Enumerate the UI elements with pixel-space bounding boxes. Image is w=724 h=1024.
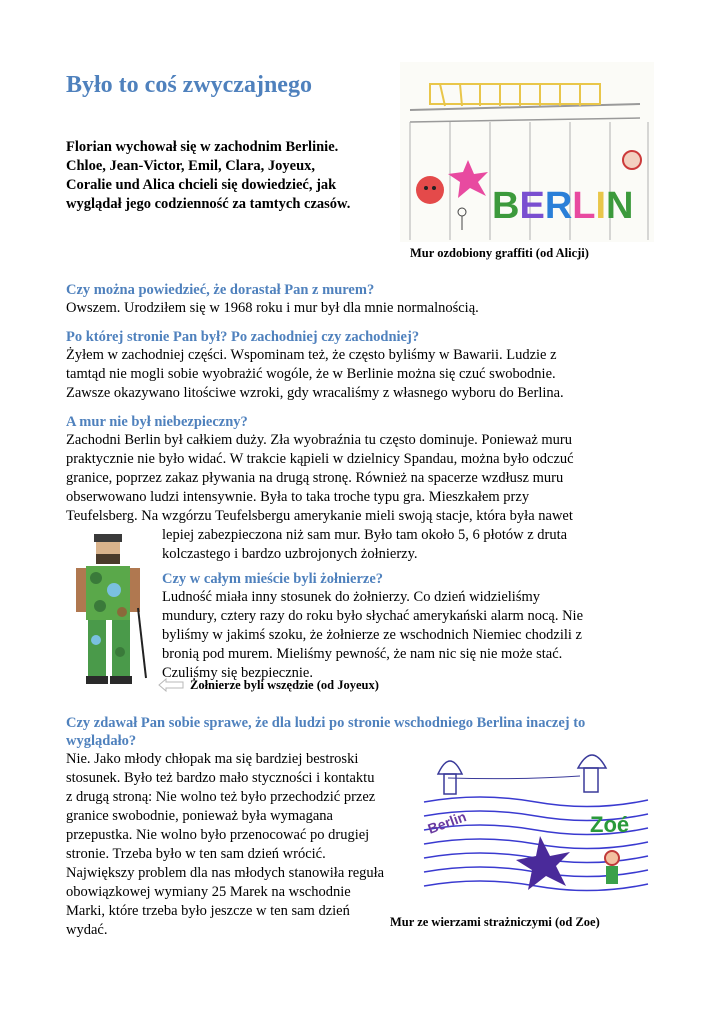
answer-line: Czuliśmy się bezpiecznie. [162, 665, 313, 681]
answer-line: praktycznie nie było widać. W trakcie kąpieli w dzielnicy Spandau, można było odczuć [66, 451, 574, 467]
answer-line: Żyłem w zachodniej części. Wspominam też, że często byliśmy w Bawarii. Ludzie z [66, 347, 557, 363]
wall-word-left: Berlin [425, 808, 469, 837]
answer-line: stronie. Trzeba było w ten sam dzień wrócić. [66, 846, 326, 862]
answer-line: z drugą stroną: Nie wolno też było przechodzić przez [66, 789, 376, 805]
answer-line: Teufelsberg. Na wzgórzu Teufelsbergu amerykanie mieli swoją stacje, która była nawet [66, 508, 573, 524]
answer-3-indented [162, 526, 567, 564]
answer-line: obowiązkowej wymiany 25 Marek na wschodnie [66, 884, 351, 900]
answer-line: Zachodni Berlin był całkiem duży. Zła wyobraźnia tu często dominuje. Ponieważ muru [66, 432, 573, 448]
answer-line: Owszem. Urodziłem się w 1968 roku i mur był dla mnie normalnością. [66, 300, 479, 316]
answer-line: Największy problem dla nas młodych stanowiła reguła [66, 865, 385, 881]
wall-word-right: Zoé [590, 812, 630, 837]
answer-line: bronią pod murem. Mieliśmy pewność, że nam nic się nie może stać. [162, 646, 563, 662]
question-2: Po której stronie Pan był? Po zachodniej czy zachodniej? [66, 329, 420, 345]
answer-line: Nie. Jako młody chłopak ma się bardziej bestroski [66, 751, 359, 767]
answer-1 [66, 299, 479, 318]
answer-line: Zawsze okazywano litościwe wzroki, gdy wracaliśmy z własnego wyboru do Berlina. [66, 385, 564, 401]
answer-line: stosunek. Było też bardzo mało styczności i kontaktu [66, 770, 375, 786]
intro-line: Coralie und Alica chcieli się dowiedzieć, jak [66, 177, 337, 193]
intro-line: Florian wychował się w zachodnim Berlinie. [66, 139, 339, 155]
answer-3 [66, 431, 574, 526]
intro-paragraph [66, 138, 386, 214]
question-1: Czy można powiedzieć, że dorastał Pan z murem? [66, 282, 375, 298]
answer-2 [66, 346, 564, 403]
question-4: Czy w całym mieście byli żołnierze? [162, 571, 384, 587]
berlin-drawing-caption: Mur ozdobiony graffiti (od Alicji) [410, 246, 589, 260]
answer-line: tamtąd nie mogli sobie wyobrażić wogóle, że w Berlinie można się czuć swobodnie. [66, 366, 556, 382]
answer-line: wydać. [66, 922, 108, 938]
intro-line: wyglądał jego codzienność za tamtych czasów. [66, 196, 351, 212]
question-5-line2: wyglądało? [66, 733, 137, 749]
page-title: Było to coś zwyczajnego [66, 72, 312, 98]
answer-line: lepiej zabezpieczona niż sam mur. Było tam około 5, 6 płotów z druta [162, 527, 568, 543]
answer-line: obserwowano ludzi intensywnie. Była to taka troche typu gra. Mieszkałem przy [66, 489, 530, 505]
answer-line: kolczastego i bardzo uzbrojonych żołnierzy. [162, 546, 418, 562]
question-5: Czy zdawał Pan sobie sprawe, że dla ludzi po stronie wschodniego Berlina inaczej to [66, 715, 586, 731]
graffiti-word: BERLIN [492, 185, 634, 227]
answer-4 [162, 588, 583, 683]
answer-line: Ludność miała inny stosunek do żołnierzy. Co dzień widzieliśmy [162, 589, 540, 605]
left-arrow-icon [158, 678, 184, 692]
answer-line: granice swobodnie, ponieważ była wymagana [66, 808, 333, 824]
soldier-drawing [68, 528, 152, 690]
wall-drawing-caption: Mur ze wierzami strażniczymi (od Zoe) [390, 915, 600, 929]
berlin-graffiti-drawing [400, 62, 654, 242]
answer-5 [66, 750, 384, 940]
answer-line: Marki, które trzeba było jeszcze w ten sam dzień [66, 903, 350, 919]
answer-line: granice, poprzez zakaz pływania na drugą stronę. Również na spacerze wzdłusz muru [66, 470, 564, 486]
answer-line: byliśmy w jakimś szoku, że żołnierze ze wschodnich Niemiec chodzili z [162, 627, 582, 643]
answer-line: mundury, cztery razy do roku było słychać amerykański alarm nocą. Nie [162, 608, 584, 624]
intro-line: Chloe, Jean-Victor, Emil, Clara, Joyeux, [66, 158, 316, 174]
soldier-drawing-caption: Żołnierze byli wszędzie (od Joyeux) [190, 678, 379, 692]
question-3: A mur nie był niebezpieczny? [66, 414, 248, 430]
wall-watchtowers-drawing [420, 740, 652, 898]
answer-line: przepustka. Nie wolno było przenocować po drugiej [66, 827, 370, 843]
